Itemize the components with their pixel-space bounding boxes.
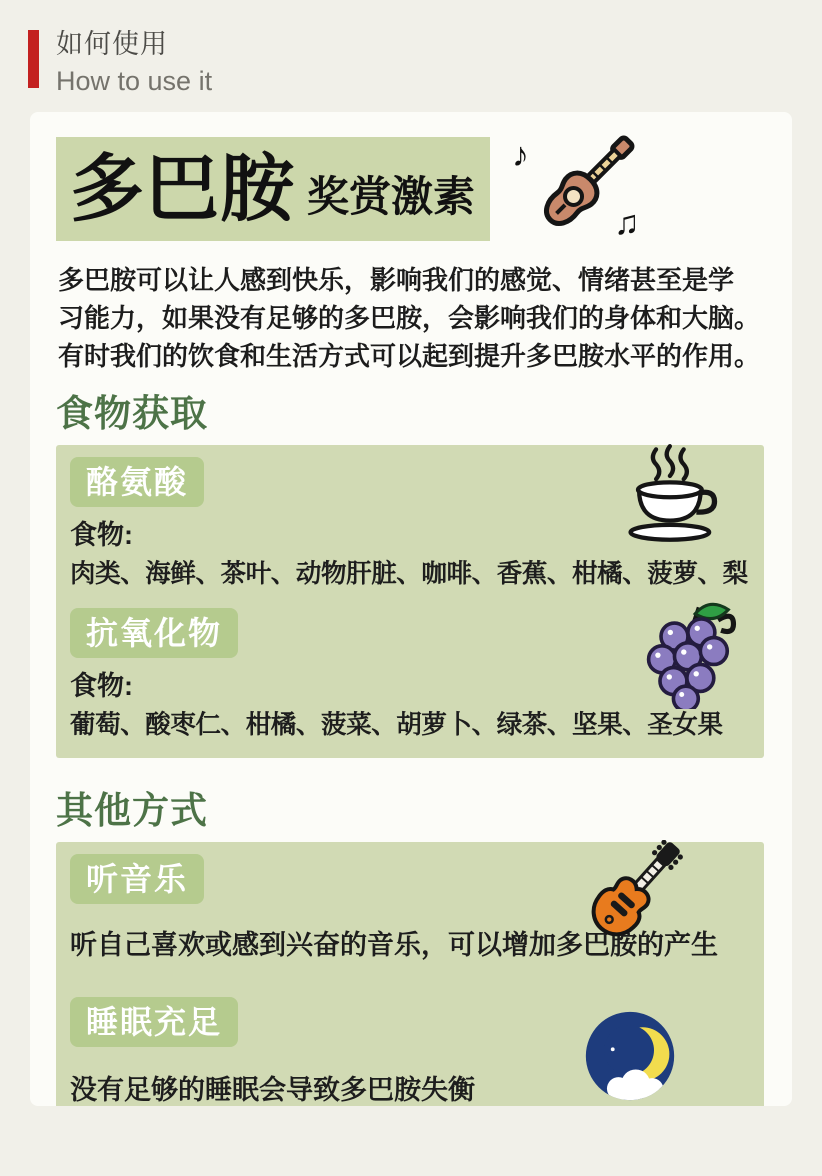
section-heading-food: 食物获取 bbox=[56, 393, 208, 434]
food-section-box bbox=[56, 445, 764, 758]
header-title-zh: 如何使用 bbox=[56, 29, 168, 59]
sleep-badge: 睡眠充足 bbox=[70, 997, 238, 1047]
electric-guitar-icon bbox=[574, 840, 692, 945]
grapes-icon bbox=[634, 591, 746, 714]
infographic-card bbox=[30, 112, 792, 1106]
food-label: 食物: bbox=[70, 520, 133, 550]
intro-line: 有时我们的饮食和生活方式可以起到提升多巴胺水平的作用。 bbox=[58, 341, 761, 371]
tyrosine-badge: 酪氨酸 bbox=[70, 457, 204, 507]
music-note-icon: ♪ bbox=[512, 136, 529, 174]
music-notes-icon: ♫ bbox=[614, 204, 640, 242]
food-items-list: 肉类、海鲜、茶叶、动物肝脏、咖啡、香蕉、柑橘、菠萝、梨 bbox=[70, 560, 748, 589]
food-label: 食物: bbox=[70, 670, 133, 701]
header-title-en: How to use it bbox=[56, 66, 213, 96]
food-items-list: 葡萄、酸枣仁、柑橘、菠菜、胡萝卜、绿茶、坚果、圣女果 bbox=[70, 710, 723, 739]
page-header bbox=[28, 26, 212, 98]
coffee-cup-icon bbox=[608, 443, 736, 550]
other-section-box bbox=[56, 842, 764, 1106]
title-box bbox=[56, 137, 490, 241]
sleep-text: 没有足够的睡眠会导致多巴胺失衡 bbox=[70, 1075, 475, 1106]
music-badge: 听音乐 bbox=[70, 854, 204, 904]
section-heading-other: 其他方式 bbox=[56, 790, 208, 832]
intro-paragraph bbox=[56, 261, 766, 375]
title-row bbox=[56, 128, 766, 249]
antioxidants-badge: 抗氧化物 bbox=[70, 608, 238, 658]
page-subtitle: 奖赏激素 bbox=[307, 172, 476, 220]
page-title: 多巴胺 bbox=[70, 146, 295, 230]
acoustic-guitar-icon bbox=[504, 128, 654, 249]
header-text bbox=[56, 26, 212, 98]
intro-line: 多巴胺可以让人感到快乐，影响我们的感觉、情绪甚至是学 bbox=[58, 265, 735, 295]
red-accent-bar bbox=[28, 30, 39, 88]
moon-icon bbox=[582, 1008, 678, 1106]
music-text: 听自己喜欢或感到兴奋的音乐，可以增加多巴胺的产生 bbox=[70, 930, 718, 961]
intro-line: 习能力，如果没有足够的多巴胺，会影响我们的身体和大脑。 bbox=[58, 303, 761, 333]
